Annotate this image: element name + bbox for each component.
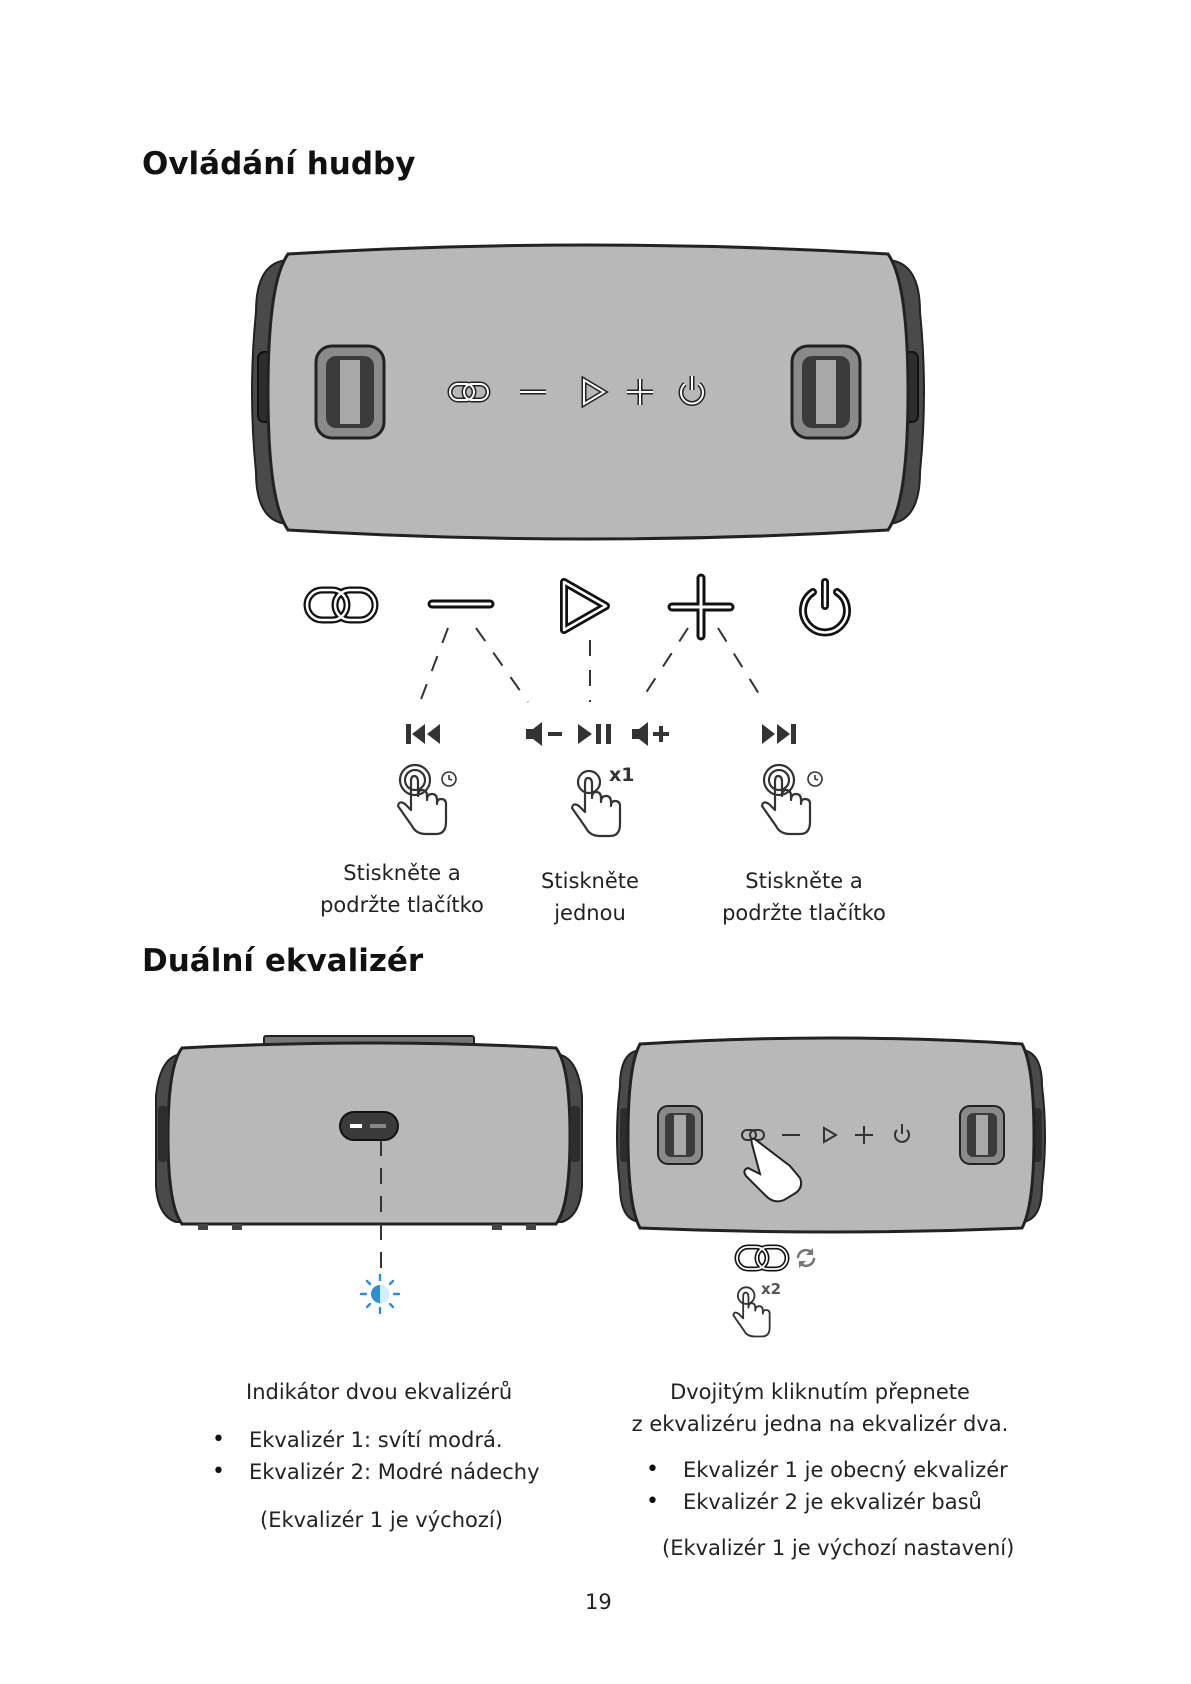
- led-indicator-icon: [360, 1274, 400, 1314]
- minus-icon: [428, 596, 494, 612]
- page-number: 19: [585, 1590, 612, 1614]
- clock-icon: [806, 770, 824, 788]
- double-tap-count-label: x2: [761, 1280, 782, 1298]
- eq-switch-note: (Ekvalizér 1 je výchozí nastavení): [662, 1536, 1015, 1560]
- link-icon: [734, 1243, 790, 1273]
- indicator-connector-line: [378, 1140, 384, 1280]
- eq-indicator-list: [212, 1424, 540, 1488]
- section-title-music-control: Ovládání hudby: [142, 146, 416, 182]
- list-item: • Ekvalizér 1: svítí modrá.: [212, 1424, 540, 1456]
- next-track-icon: [758, 720, 798, 748]
- volume-up-icon: [630, 720, 672, 748]
- previous-track-icon: [404, 720, 444, 748]
- volume-down-icon: [524, 720, 566, 748]
- link-icon: [302, 584, 380, 626]
- caption-press-and-hold-left: Stiskněte a podržte tlačítko: [320, 861, 484, 917]
- eq-indicator-heading: Indikátor dvou ekvalizérů: [246, 1380, 513, 1404]
- eq-indicator-note: (Ekvalizér 1 je výchozí): [260, 1508, 503, 1532]
- eq-switch-heading-line2: z ekvalizéru jedna na ekvalizér dva.: [631, 1412, 1009, 1436]
- caption-press-and-hold-right: Stiskněte a podržte tlačítko: [722, 869, 886, 925]
- clock-icon: [440, 770, 458, 788]
- tap-count-label: x1: [609, 764, 635, 786]
- speaker-top-view-illustration: [248, 242, 928, 542]
- caption-press-once: Stiskněte jednou: [541, 869, 639, 925]
- eq-switch-heading-line1: Dvojitým kliknutím přepnete: [670, 1380, 970, 1404]
- play-pause-icon: [576, 720, 614, 748]
- refresh-icon: [794, 1246, 818, 1270]
- speaker-top-view-small-illustration: [614, 1036, 1048, 1232]
- connector-lines: [400, 620, 780, 710]
- speaker-back-view-illustration: [152, 1036, 586, 1232]
- section-title-dual-eq: Duální ekvalizér: [142, 943, 424, 979]
- power-icon: [796, 576, 854, 636]
- list-item: • Ekvalizér 2 je ekvalizér basů: [646, 1486, 1008, 1518]
- list-item: • Ekvalizér 1 je obecný ekvalizér: [646, 1454, 1008, 1486]
- eq-types-list: [646, 1454, 1008, 1518]
- list-item: • Ekvalizér 2: Modré nádechy: [212, 1456, 540, 1488]
- eq-switch-heading: [620, 1376, 1020, 1440]
